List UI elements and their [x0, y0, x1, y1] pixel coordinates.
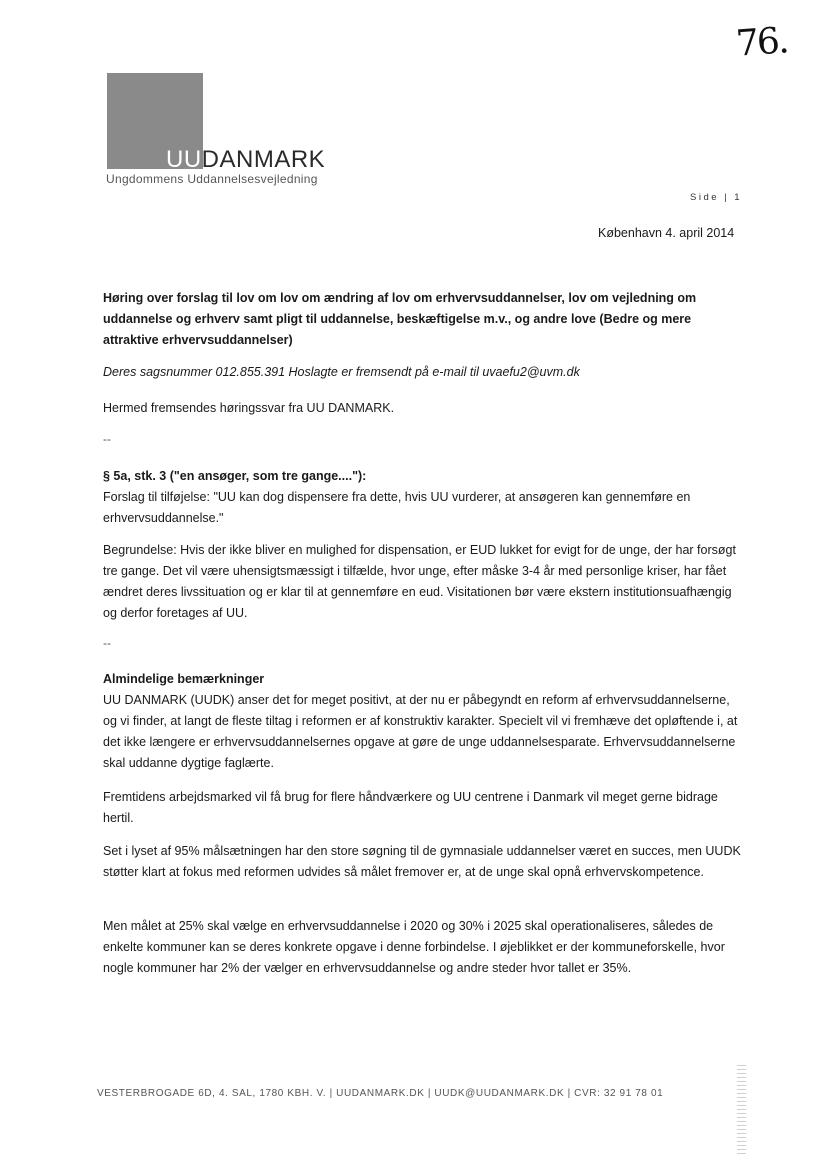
section1-proposal: Forslag til tilføjelse: "UU kan dog dispensere fra dette, hvis UU vurderer, at ansøgeren kan gennemføre en erhvervsuddannelse."	[103, 490, 691, 525]
place-date: København 4. april 2014	[598, 226, 735, 240]
logo-name: DANMARK	[201, 146, 326, 173]
intro-line: Hermed fremsendes høringssvar fra UU DANMARK.	[103, 401, 395, 415]
handwritten-page-number: 76.	[734, 20, 789, 65]
section2-paragraph: Fremtidens arbejdsmarked vil få brug for flere håndværkere og UU centrene i Danmark vil meget gerne bidrage hertil.	[103, 790, 718, 825]
section1-heading: § 5a, stk. 3 ("en ansøger, som tre gange...."):	[103, 469, 367, 483]
section2-paragraph: Men målet at 25% skal vælge en erhvervsuddannelse i 2020 og 30% i 2025 skal operationaliseres, således de enkelte kommuner kan se deres konkrete opgave i denne forbindelse. I øjeblikket er der kommuneforskelle, hvor nogle kommuner har 2% der vælger en erhvervsuddannelse og andre steder hvor tallet er 35%.	[103, 919, 725, 975]
section1-reason: Begrundelse: Hvis der ikke bliver en mulighed for dispensation, er EUD lukket for evigt for de unge, der har forsøgt tre gange. Det vil være uhensigtsmæssigt i tilfælde, hvor unge, efter måske 3-4 år med personlige kriser, har fået ændret deres livssituation og er klar til at gennemføre en eud. Visitationen bør være ekstern institutionsuafhængig og derfor foretages af UU.	[103, 543, 736, 620]
reference-line: Deres sagsnummer 012.855.391 Hoslagte er fremsendt på e-mail til uvaefu2@uvm.dk	[103, 365, 580, 379]
section2-paragraph: UU DANMARK (UUDK) anser det for meget positivt, at der nu er påbegyndt en reform af erhvervsuddannelserne, og vi finder, at langt de fleste tiltag i reformen er af konstruktiv karakter. Specielt vil vi fremhæve det opløftende i, at det ikke længere er erhvervsuddannelsernes opgave at gøre de unge uddannelsesparate. Erhvervsuddannelserne skal uddanne dygtige faglærte.	[103, 693, 738, 770]
logo-wordmark	[166, 146, 325, 174]
separator: --	[103, 636, 111, 650]
section2-heading: Almindelige bemærkninger	[103, 672, 265, 686]
scan-artifact	[737, 1062, 746, 1154]
document-title: Høring over forslag til lov om lov om ændring af lov om erhvervsuddannelser, lov om vejledning om uddannelse og erhverv samt pligt til uddannelse, beskæftigelse m.v., og andre love (Bedre og mere attraktive erhvervsuddannelser)	[103, 291, 697, 347]
section2-paragraph: Set i lyset af 95% målsætningen har den store søgning til de gymnasiale uddannelser været en succes, men UUDK støtter klart at fokus med reformen udvides så målet fremover er, at de unge skal opnå erhvervskompetence.	[103, 844, 741, 879]
logo-uu: UU	[166, 146, 202, 173]
separator: --	[103, 432, 111, 446]
footer-address: VESTERBROGADE 6D, 4. SAL, 1780 KBH. V. | UUDANMARK.DK | UUDK@UUDANMARK.DK | CVR: 32 91 78 01	[97, 1088, 664, 1099]
page-label: Side | 1	[690, 192, 743, 203]
logo-tagline: Ungdommens Uddannelsesvejledning	[106, 172, 318, 186]
